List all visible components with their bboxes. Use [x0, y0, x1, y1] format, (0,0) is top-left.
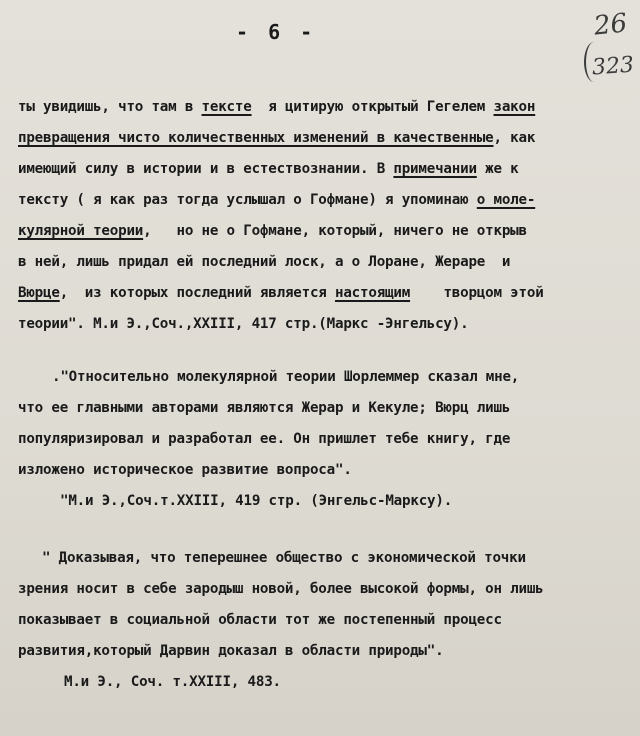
underlined-text: тексте: [201, 99, 252, 115]
text-line: ."Относительно молекулярной теории Шорлеммер сказал мне,: [52, 369, 520, 385]
page-number: - 6 -: [236, 20, 317, 44]
handwritten-archive-number: [590, 4, 634, 96]
text-line: теории". М.и Э.,Соч.,XXIII, 417 стр.(Маркс -Энгельсу).: [18, 316, 469, 332]
handwritten-number-top: 26: [592, 8, 629, 42]
underlined-text: примечании: [393, 161, 477, 177]
text-run: тексту ( я как раз тогда услышал о Гофмане) я упоминаю: [18, 192, 477, 208]
text-line: в ней, лишь придал ей последний лоск, а о Лоране, Жераре и: [18, 254, 511, 270]
text-run: имеющий силу в истории и в естествознании. В: [18, 161, 394, 177]
underlined-text: Вюрце: [18, 285, 60, 301]
text-line: [18, 216, 630, 247]
text-run: же к: [476, 161, 519, 177]
text-line: [18, 185, 630, 216]
handwritten-number-bottom: 323: [591, 52, 635, 81]
text-line: [18, 123, 630, 154]
text-line: [18, 154, 630, 185]
paragraph-gap: [18, 340, 630, 362]
citation-line: "М.и Э.,Соч.т.XXIII, 419 стр. (Энгельс-Марксу).: [60, 493, 453, 509]
text-run: , как: [493, 130, 536, 146]
text-line: изложено историческое развитие вопроса".: [18, 462, 352, 478]
citation-line: М.и Э., Соч. т.XXIII, 483.: [64, 674, 281, 690]
paragraph-gap: [18, 517, 630, 543]
underlined-text: о моле-: [476, 192, 536, 208]
text-run: ты увидишь, что там в: [18, 99, 202, 115]
underlined-text: кулярной теории: [18, 223, 144, 239]
underlined-text: превращения чисто количественных изменений в качественные: [18, 130, 494, 146]
text-line: популяризировал и разработал ее. Он пришлет тебе книгу, где: [18, 431, 511, 447]
text-line: [18, 92, 630, 123]
text-line: что ее главными авторами являются Жерар и Кекуле; Вюрц лишь: [18, 400, 511, 416]
document-body: [18, 92, 630, 698]
text-line: развития,который Дарвин доказал в области природы".: [18, 643, 444, 659]
text-line: " Доказывая, что теперешнее общество с экономической точки: [42, 550, 526, 566]
text-line: [18, 278, 630, 309]
text-line: зрения носит в себе зародыш новой, более высокой формы, он лишь: [18, 581, 544, 597]
text-line: показывает в социальной области тот же постепенный процесс: [18, 612, 502, 628]
text-run: я цитирую открытый Гегелем: [251, 99, 494, 115]
text-run: творцом этой: [410, 285, 544, 301]
underlined-text: закон: [493, 99, 536, 115]
text-run: , из которых последний является: [59, 285, 335, 301]
underlined-text: настоящим: [335, 285, 411, 301]
text-run: , но не о Гофмане, который, ничего не открыв: [143, 223, 527, 239]
